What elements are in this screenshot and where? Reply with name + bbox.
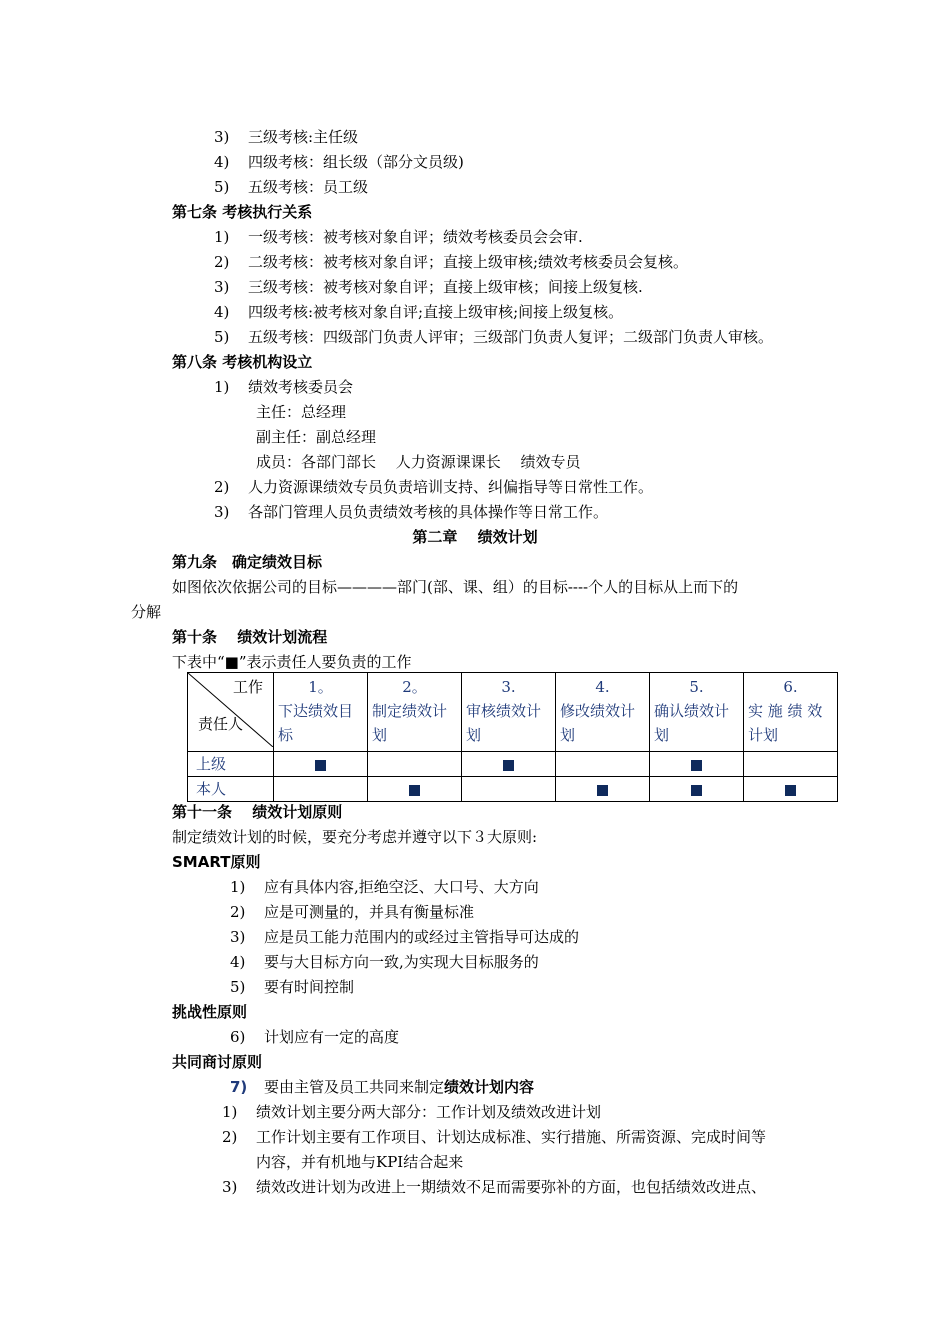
item-text: 工作计划主要有工作项目、计划达成标准、实行措施、所需资源、完成时间等 [256,1128,767,1146]
item-text: 五级考核：四级部门负责人评审；三级部门负责人复评；二级部门负责人审核。 [248,328,774,346]
mark-cell [650,752,744,777]
column-header [462,673,556,752]
column-header [556,673,650,752]
mark-cell [368,752,462,777]
column-label: 制定绩效计划 [372,702,448,744]
column-number: 1。 [308,678,333,696]
item-number: 3) [214,278,230,296]
row-label: 本人 [188,777,274,802]
table-header-row [188,673,838,752]
mark-cell [744,752,838,777]
list-item [230,1027,399,1047]
paragraph-line: 分解 [131,603,162,621]
item-number: 1) [222,1103,238,1121]
list-item [222,1127,766,1147]
item-text: 要有时间控制 [264,978,355,996]
list-item [222,1177,766,1197]
item-text: 三级考核：被考核对象自评；直接上级审核；间接上级复核. [248,278,643,296]
responsibility-mark [785,785,796,796]
paragraph-line: 如图依次依据公司的目标————部门(部、课、组）的目标----个人的目标从上而下的 [172,578,739,596]
item-number: 5) [230,978,246,996]
column-label: 下达绩效目标 [278,702,354,744]
paragraph-line: 制定绩效计划的时候，要充分考虑并遵守以下３大原则: [172,828,538,846]
committee-member: 主任：总经理 [256,403,347,421]
item-number: 3) [230,928,246,946]
item-number: 1) [214,378,230,396]
list-item [214,502,608,522]
list-item [214,302,623,322]
responsibility-mark [315,760,326,771]
list-item [230,877,539,897]
list-item [214,177,368,197]
joint-heading: 共同商讨原则 [172,1053,263,1071]
table-row [188,777,838,802]
list-item [214,227,583,247]
list-item [230,927,579,947]
item-number: 4) [230,953,246,971]
column-label: 确认绩效计划 [654,702,730,744]
item-text: 绩效考核委员会 [248,378,354,396]
column-label: 审核绩效计划 [466,702,542,744]
article-8-heading: 第八条 考核机构设立 [172,353,313,371]
item-text: 三级考核:主任级 [248,128,359,146]
list-item [214,477,653,497]
item-number: 2) [230,903,246,921]
item-text-continuation: 内容，并有机地与KPI结合起来 [256,1153,464,1171]
mark-cell [462,777,556,802]
item-number: 2) [214,253,230,271]
column-number: 6. [783,678,798,696]
chapter-title: 第二章 绩效计划 [412,528,538,546]
item-number: 3) [222,1178,238,1196]
item-number: 1) [230,878,246,896]
column-header [274,673,368,752]
mark-cell [368,777,462,802]
list-item [230,902,474,922]
responsibility-mark [691,760,702,771]
item-number: 7) [230,1078,248,1096]
mark-cell [462,752,556,777]
mark-cell [744,777,838,802]
item-text: 四级考核：组长级（部分文员级) [248,153,464,171]
item-text: 绩效计划主要分两大部分：工作计划及绩效改进计划 [256,1103,602,1121]
item-text: 计划应有一定的高度 [264,1028,400,1046]
table-row [188,752,838,777]
item-number: 4) [214,153,230,171]
item-text: 四级考核:被考核对象自评;直接上级审核;间接上级复核。 [248,303,624,321]
item-number: 6) [230,1028,246,1046]
item-text: 要与大目标方向一致,为实现大目标服务的 [264,953,539,971]
item-text: 应是员工能力范围内的或经过主管指导可达成的 [264,928,580,946]
column-label: 实 施 绩 效计划 [748,702,823,744]
column-number: 2。 [402,678,427,696]
item-text-bold: 绩效计划内容 [444,1078,535,1096]
item-number: 2) [214,478,230,496]
item-text: 五级考核：员工级 [248,178,369,196]
column-header [650,673,744,752]
list-item [214,277,643,297]
column-header [368,673,462,752]
corner-bottom-label: 责任人 [198,715,244,733]
mark-cell [650,777,744,802]
mark-cell [556,777,650,802]
smart-heading: SMART原则 [172,853,261,871]
article-7-heading: 第七条 考核执行关系 [172,203,313,221]
corner-cell [188,673,274,752]
item-text: 应有具体内容,拒绝空泛、大口号、大方向 [264,878,539,896]
challenge-heading: 挑战性原则 [172,1003,248,1021]
column-number: 4. [595,678,610,696]
corner-top-label: 工作 [232,678,263,696]
list-item [222,1102,601,1122]
mark-cell [556,752,650,777]
list-item [214,152,464,172]
column-number: 5. [689,678,704,696]
item-number: 3) [214,503,230,521]
item-text: 绩效改进计划为改进上一期绩效不足而需要弥补的方面，也包括绩效改进点、 [256,1178,767,1196]
responsibility-mark [503,760,514,771]
item-number: 3) [214,128,230,146]
item-text: 要由主管及员工共同来制定 [264,1078,445,1096]
plan-flow-table [187,672,838,802]
list-item [230,952,539,972]
column-number: 3. [501,678,516,696]
item-text: 各部门管理人员负责绩效考核的具体操作等日常工作。 [248,503,609,521]
list-item [214,127,358,147]
list-item [214,327,773,347]
column-header [744,673,838,752]
mark-cell [274,752,368,777]
article-10-heading: 第十条 绩效计划流程 [172,628,328,646]
list-item [214,252,688,272]
item-number: 4) [214,303,230,321]
item-text: 应是可测量的，并具有衡量标准 [264,903,475,921]
responsibility-mark [597,785,608,796]
table-caption: 下表中“■”表示责任人要负责的工作 [172,653,412,671]
committee-member: 副主任：副总经理 [256,428,377,446]
article-9-heading: 第九条 确定绩效目标 [172,553,323,571]
column-label: 修改绩效计划 [560,702,636,744]
item-number: 2) [222,1128,238,1146]
item-text: 一级考核：被考核对象自评；绩效考核委员会会审. [248,228,583,246]
mark-cell [274,777,368,802]
row-label: 上级 [188,752,274,777]
list-item [214,377,353,397]
committee-member: 成员：各部门部长 人力资源课课长 绩效专员 [256,453,581,471]
responsibility-mark [691,785,702,796]
item-number: 5) [214,178,230,196]
item-text: 二级考核：被考核对象自评；直接上级审核;绩效考核委员会复核。 [248,253,689,271]
list-item [230,1077,534,1097]
list-item [230,977,354,997]
item-text: 人力资源课绩效专员负责培训支持、纠偏指导等日常性工作。 [248,478,654,496]
item-number: 5) [214,328,230,346]
responsibility-mark [409,785,420,796]
article-11-heading: 第十一条 绩效计划原则 [172,803,343,821]
item-number: 1) [214,228,230,246]
